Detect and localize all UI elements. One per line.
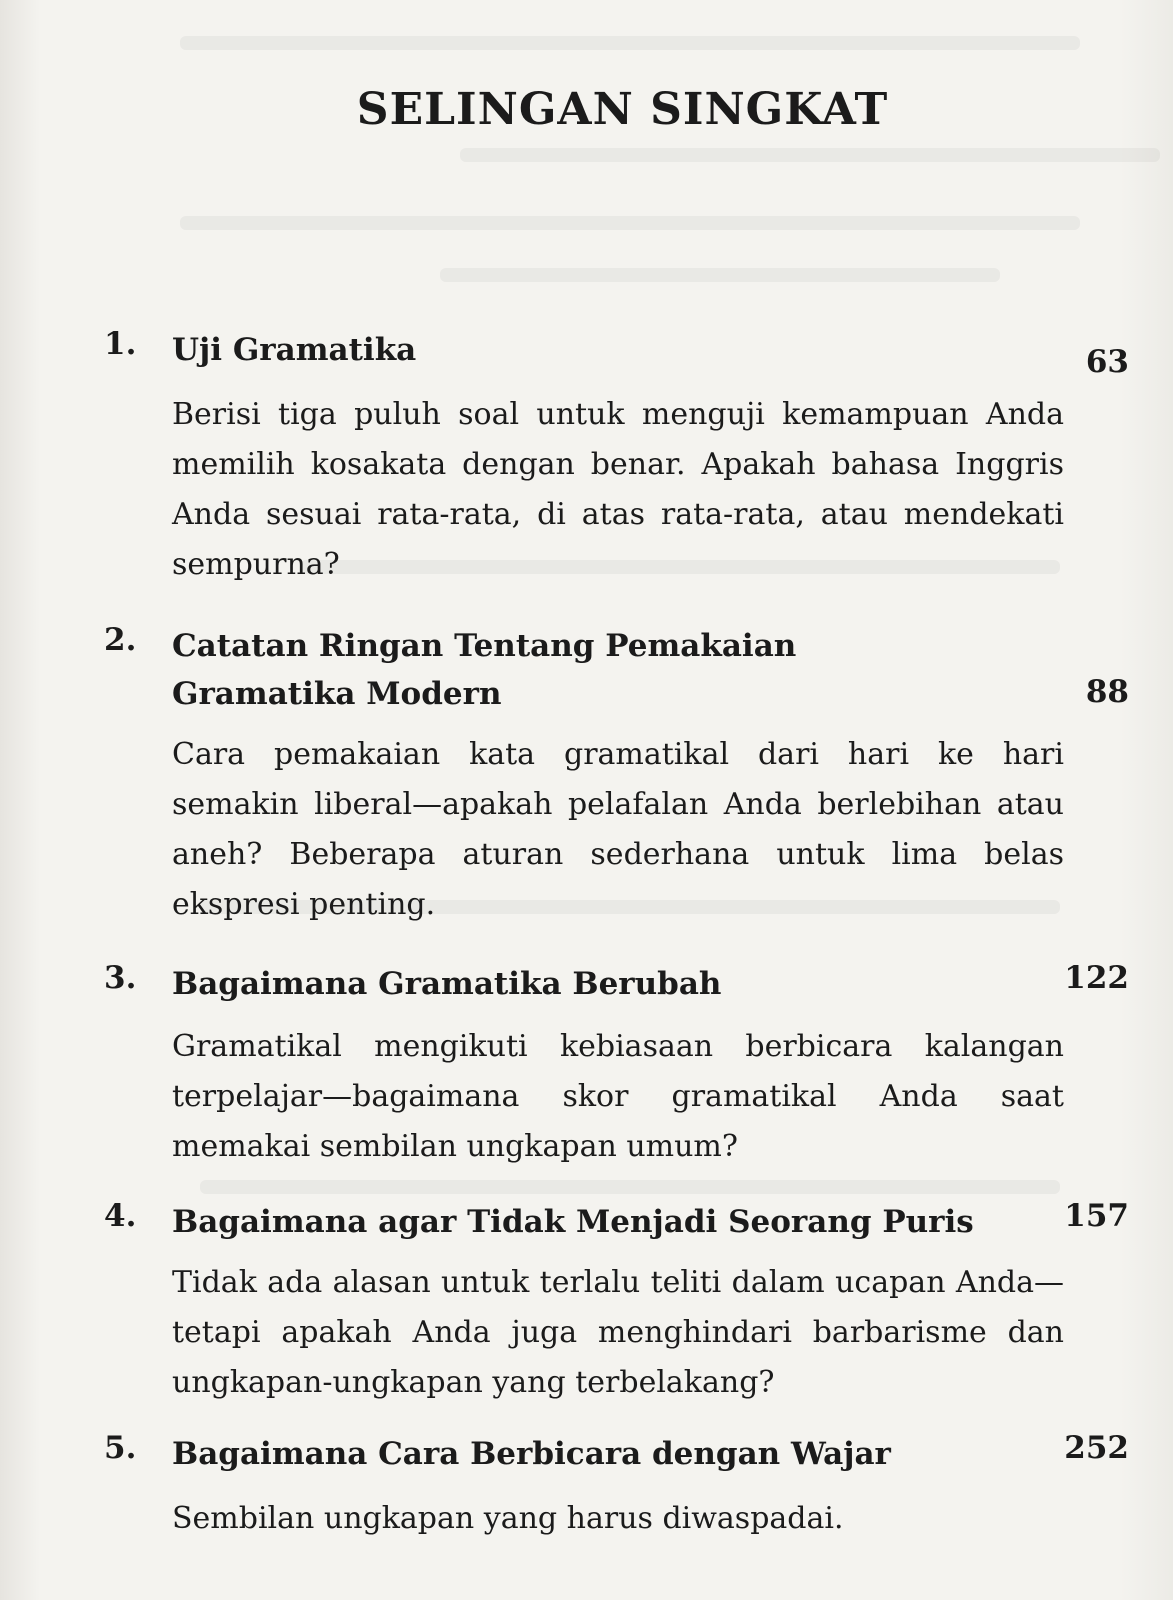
entry-description: Sembilan ungkapan yang harus diwaspadai.	[172, 1501, 844, 1536]
show-through-line	[200, 1180, 1060, 1194]
entry-description: Berisi tiga puluh soal untuk menguji kemampuan Anda memilih kosakata dengan benar. Apakah bahasa Inggris Anda sesuai rata-rata, di atas rata-rata, atau mendekati sempurna?	[172, 397, 1064, 582]
entry-number: 4.	[104, 1198, 137, 1234]
show-through-line	[440, 268, 1000, 282]
entry-number: 1.	[104, 326, 137, 362]
entry-heading-line: Gramatika Modern	[172, 676, 502, 712]
entry-page-number: 252	[1064, 1430, 1129, 1466]
entry-description: Cara pemakaian kata gramatikal dari hari ke hari semakin liberal—apakah pelafalan Anda berlebihan atau aneh? Beberapa aturan sederhana untuk lima belas ekspresi penting.	[172, 737, 1064, 922]
show-through-line	[180, 36, 1080, 50]
entry-heading-line: Bagaimana agar Tidak Menjadi Seorang Puris	[172, 1204, 974, 1240]
entry-page-number: 63	[1085, 344, 1129, 380]
show-through-line	[180, 216, 1080, 230]
entry-heading[interactable]	[172, 1430, 1052, 1478]
entry-heading[interactable]	[172, 1198, 1052, 1246]
entry-page-number: 122	[1064, 960, 1129, 996]
entry-number: 5.	[104, 1430, 137, 1466]
entry-page-number: 88	[1085, 674, 1129, 710]
entry-heading-line: Catatan Ringan Tentang Pemakaian	[172, 628, 797, 664]
entry-heading[interactable]	[172, 622, 1052, 718]
entry-number: 3.	[104, 960, 137, 996]
entry-heading-line: Bagaimana Gramatika Berubah	[172, 966, 722, 1002]
entry-heading-line: Bagaimana Cara Berbicara dengan Wajar	[172, 1436, 891, 1472]
entry-page-number: 157	[1064, 1198, 1129, 1234]
page-title: SELINGAN SINGKAT	[356, 84, 889, 135]
entry-heading[interactable]	[172, 960, 1052, 1008]
entry-description: Tidak ada alasan untuk terlalu teliti dalam ucapan Anda—tetapi apakah Anda juga menghindari barbarisme dan ungkapan-ungkapan yang terbelakang?	[172, 1265, 1064, 1400]
entry-number: 2.	[104, 622, 137, 658]
entry-heading-line: Uji Gramatika	[172, 332, 417, 368]
entry-heading[interactable]	[172, 326, 1052, 374]
show-through-line	[460, 148, 1160, 162]
entry-description: Gramatikal mengikuti kebiasaan berbicara kalangan terpelajar—bagaimana skor gramatikal Anda saat memakai sembilan ungkapan umum?	[172, 1029, 1064, 1164]
